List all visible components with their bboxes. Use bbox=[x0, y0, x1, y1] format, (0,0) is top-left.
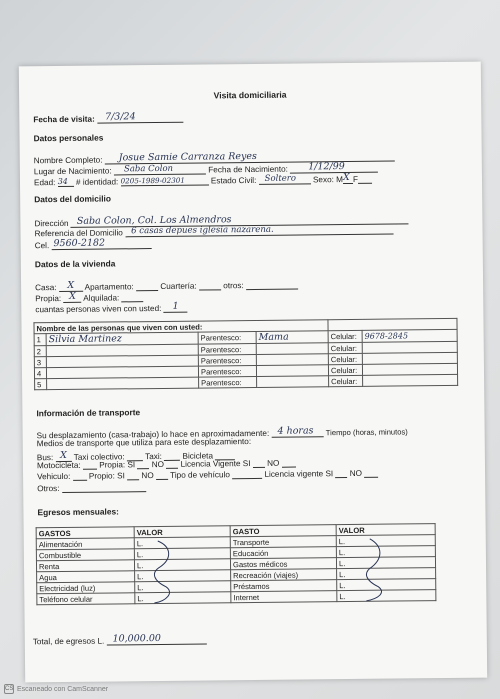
row-number: 4 bbox=[34, 368, 46, 379]
camscanner-watermark bbox=[4, 684, 108, 694]
datos-personales-heading: Datos personales bbox=[33, 132, 104, 144]
bus-value: X bbox=[55, 450, 71, 462]
propia-no-line bbox=[166, 468, 178, 469]
total-value: 10,000.00 bbox=[106, 633, 206, 646]
sexo-label: Sexo: M bbox=[312, 175, 344, 185]
direccion-value: Saba Colon, Col. Los Almendros bbox=[71, 212, 409, 228]
otros-transporte-row bbox=[37, 483, 146, 493]
alquilada-label: Alquilada: bbox=[83, 293, 120, 303]
gasto-item: Renta bbox=[36, 560, 134, 572]
gasto-item: Combustible bbox=[36, 549, 134, 561]
medios-label: Medios de transporte que utiliza para este desplazamiento: bbox=[36, 437, 252, 449]
parentesco-label: Parentesco: bbox=[199, 376, 257, 388]
vehiculo-row bbox=[37, 469, 378, 482]
col-valor: VALOR bbox=[134, 526, 230, 538]
referencia-label: Referencia del Domicilio bbox=[34, 228, 123, 239]
apartamento-label: Apartamento: bbox=[84, 282, 134, 292]
referencia-value: 6 casas depues iglesia nazarena. bbox=[125, 224, 393, 238]
gasto-valor: L. bbox=[134, 548, 230, 560]
celular-label: Celular: bbox=[328, 330, 362, 342]
cuantas-label: cuantas personas viven con usted: bbox=[35, 303, 162, 315]
parentesco-label: Parentesco: bbox=[198, 365, 256, 377]
desplazamiento-label: Su desplazamiento (casa-trabajo) lo hace en aproximadamente: bbox=[36, 428, 270, 441]
propio-no-line bbox=[156, 479, 168, 480]
col-gasto: GASTO bbox=[230, 525, 336, 537]
fecha-visita-label: Fecha de visita: bbox=[33, 114, 95, 125]
gasto-item: Transporte bbox=[230, 536, 336, 548]
sexo-f-line bbox=[358, 183, 372, 184]
motocicleta-label: Motocicleta: bbox=[36, 460, 81, 471]
celular-value bbox=[363, 374, 458, 386]
total-row bbox=[33, 633, 207, 647]
propio-si-label: Propio: SI bbox=[88, 471, 125, 481]
desplazamiento-value: 4 horas bbox=[271, 425, 323, 438]
licencia2-label: Licencia vigente SI bbox=[264, 469, 334, 479]
cuantas-row bbox=[35, 301, 187, 315]
egresos-heading: Egresos mensuales: bbox=[37, 506, 119, 518]
row-number: 3 bbox=[34, 357, 46, 368]
parentesco-value: Mama bbox=[256, 331, 328, 344]
gasto-valor: L. bbox=[336, 557, 435, 569]
taxi-colectivo-label: Taxi colectivo: bbox=[73, 452, 125, 462]
licencia-no-label: NO bbox=[267, 458, 280, 468]
gasto-valor: L. bbox=[135, 592, 231, 604]
cuarteria-line bbox=[199, 289, 221, 290]
estado-civil-value: Soltero bbox=[259, 173, 311, 185]
cel-label: Cel. bbox=[34, 241, 50, 251]
gasto-item: Alimentación bbox=[36, 538, 134, 550]
licencia2-no-label: NO bbox=[349, 468, 363, 478]
propio-no-label: NO bbox=[141, 471, 154, 481]
cuantas-value: 1 bbox=[164, 301, 188, 313]
celular-label: Celular: bbox=[329, 375, 363, 386]
gasto-valor: L. bbox=[337, 579, 436, 591]
form-title: Visita domiciliaria bbox=[213, 89, 287, 101]
motocicleta-line bbox=[83, 469, 97, 470]
row-number: 1 bbox=[34, 334, 46, 346]
gasto-item: Educación bbox=[230, 547, 336, 559]
gasto-valor: L. bbox=[134, 537, 230, 549]
fecha-visita-row bbox=[33, 111, 183, 125]
parentesco-value bbox=[256, 343, 328, 355]
personas-table bbox=[33, 318, 458, 390]
parentesco-label: Parentesco: bbox=[198, 343, 256, 355]
parentesco-label: Parentesco: bbox=[198, 354, 256, 366]
parentesco-value bbox=[256, 354, 328, 366]
tiempo-label: Tiempo (horas, minutos) bbox=[325, 427, 408, 438]
vivienda-heading: Datos de la vivienda bbox=[34, 258, 116, 270]
squiggle-left-mark bbox=[144, 537, 185, 607]
col-valor2: VALOR bbox=[336, 524, 435, 536]
propia-label: Propia: bbox=[35, 294, 62, 304]
lugar-value: Saba Colon bbox=[114, 163, 206, 175]
row-number: 5 bbox=[35, 379, 47, 390]
lugar-label: Lugar de Nacimiento: bbox=[33, 166, 112, 177]
otros-transporte-line bbox=[62, 491, 146, 493]
celular-label: Celular: bbox=[328, 364, 362, 375]
personas-table-header: Nombre de las personas que viven con usted: bbox=[34, 320, 328, 334]
gasto-item: Préstamos bbox=[231, 580, 337, 592]
gasto-item: Agua bbox=[37, 571, 135, 583]
col-gastos: GASTOS bbox=[36, 527, 134, 539]
fecha-nac-value: 1/12/99 bbox=[290, 161, 378, 174]
propia-no-label: NO bbox=[151, 459, 165, 470]
edad-value: 34 bbox=[58, 177, 74, 187]
parentesco-value bbox=[256, 365, 328, 377]
tipo-line bbox=[232, 478, 262, 479]
sexo-f-label: F bbox=[352, 174, 359, 184]
gasto-item: Teléfono celular bbox=[37, 593, 135, 605]
otros-label: otros: bbox=[223, 281, 244, 291]
taxi-label: Taxi: bbox=[145, 451, 162, 462]
licencia2-no-line bbox=[364, 477, 378, 478]
casa-label: Casa: bbox=[35, 283, 57, 293]
parentesco-label: Parentesco: bbox=[198, 331, 256, 344]
licencia-si-line bbox=[253, 467, 265, 468]
gasto-item: Recreación (viajes) bbox=[231, 569, 337, 581]
squiggle-right-mark bbox=[354, 535, 395, 605]
edad-label: Edad: bbox=[33, 178, 56, 188]
nombre-value: Josue Samie Carranza Reyes bbox=[105, 150, 395, 165]
transporte-heading: Información de transporte bbox=[36, 407, 141, 419]
gasto-valor: L. bbox=[337, 568, 436, 580]
gasto-valor: L. bbox=[135, 581, 231, 593]
gasto-valor: L. bbox=[337, 590, 436, 602]
propia-value: X bbox=[63, 291, 81, 303]
edad-row bbox=[34, 172, 372, 188]
otros-line bbox=[246, 289, 298, 291]
gasto-valor: L. bbox=[134, 559, 230, 571]
casa-value: X bbox=[59, 280, 83, 292]
celular-label: Celular: bbox=[328, 342, 362, 353]
gasto-valor: L. bbox=[135, 570, 231, 582]
domicilio-heading: Datos del domicilio bbox=[34, 193, 112, 205]
persona-name bbox=[47, 377, 199, 390]
gasto-valor: L. bbox=[336, 546, 435, 558]
gasto-item: Internet bbox=[231, 591, 337, 603]
gasto-valor: L. bbox=[336, 535, 435, 547]
licencia2-si-line bbox=[335, 477, 347, 478]
direccion-label: Dirección bbox=[34, 218, 69, 229]
propio-si-line bbox=[127, 479, 139, 480]
celular-value: 9678-2845 bbox=[362, 329, 457, 342]
identidad-value: 0205-1989-02301 bbox=[121, 175, 209, 186]
motocicleta-row bbox=[37, 459, 296, 471]
tipo-label: Tipo de vehículo bbox=[170, 470, 230, 480]
persona-name: Silvia Martinez bbox=[46, 332, 198, 346]
cel-value: 9560-2182 bbox=[51, 237, 151, 250]
gasto-item: Electricidad (luz) bbox=[37, 582, 135, 594]
fecha-visita-value: 7/3/24 bbox=[97, 111, 183, 124]
otros-transporte-label: Otros: bbox=[37, 484, 60, 494]
bicicleta-label: Bicicleta bbox=[182, 451, 214, 461]
identidad-label: # identidad: bbox=[75, 177, 119, 187]
total-label: Total, de egresos L. bbox=[32, 636, 105, 647]
gasto-item: Gastos médicos bbox=[230, 558, 336, 570]
vehiculo-line bbox=[73, 480, 87, 481]
sexo-value: X bbox=[343, 172, 353, 184]
estado-civil-label: Estado Civil: bbox=[210, 175, 257, 186]
licencia-no-line bbox=[282, 467, 296, 468]
cel-row bbox=[35, 237, 152, 250]
form-paper bbox=[19, 62, 487, 683]
referencia-row bbox=[34, 224, 393, 239]
propia-si-label: Propia: SI bbox=[99, 460, 136, 470]
nombre-label: Nombre Completo: bbox=[33, 155, 103, 166]
parentesco-value bbox=[257, 376, 329, 388]
bus-label: Bus: bbox=[36, 453, 54, 463]
row-number: 2 bbox=[34, 346, 46, 357]
licencia-label: Licencia Vigente SI bbox=[180, 459, 251, 469]
propia-si-line bbox=[137, 468, 149, 469]
vehiculo-label: Vehiculo: bbox=[37, 471, 71, 482]
fecha-nac-label: Fecha de Nacimiento: bbox=[208, 164, 288, 175]
cuarteria-label: Cuartería: bbox=[160, 281, 197, 291]
camscanner-logo-icon: CS bbox=[5, 686, 14, 692]
camscanner-label: Escaneado con CamScanner bbox=[17, 685, 109, 693]
celular-label: Celular: bbox=[328, 353, 362, 364]
